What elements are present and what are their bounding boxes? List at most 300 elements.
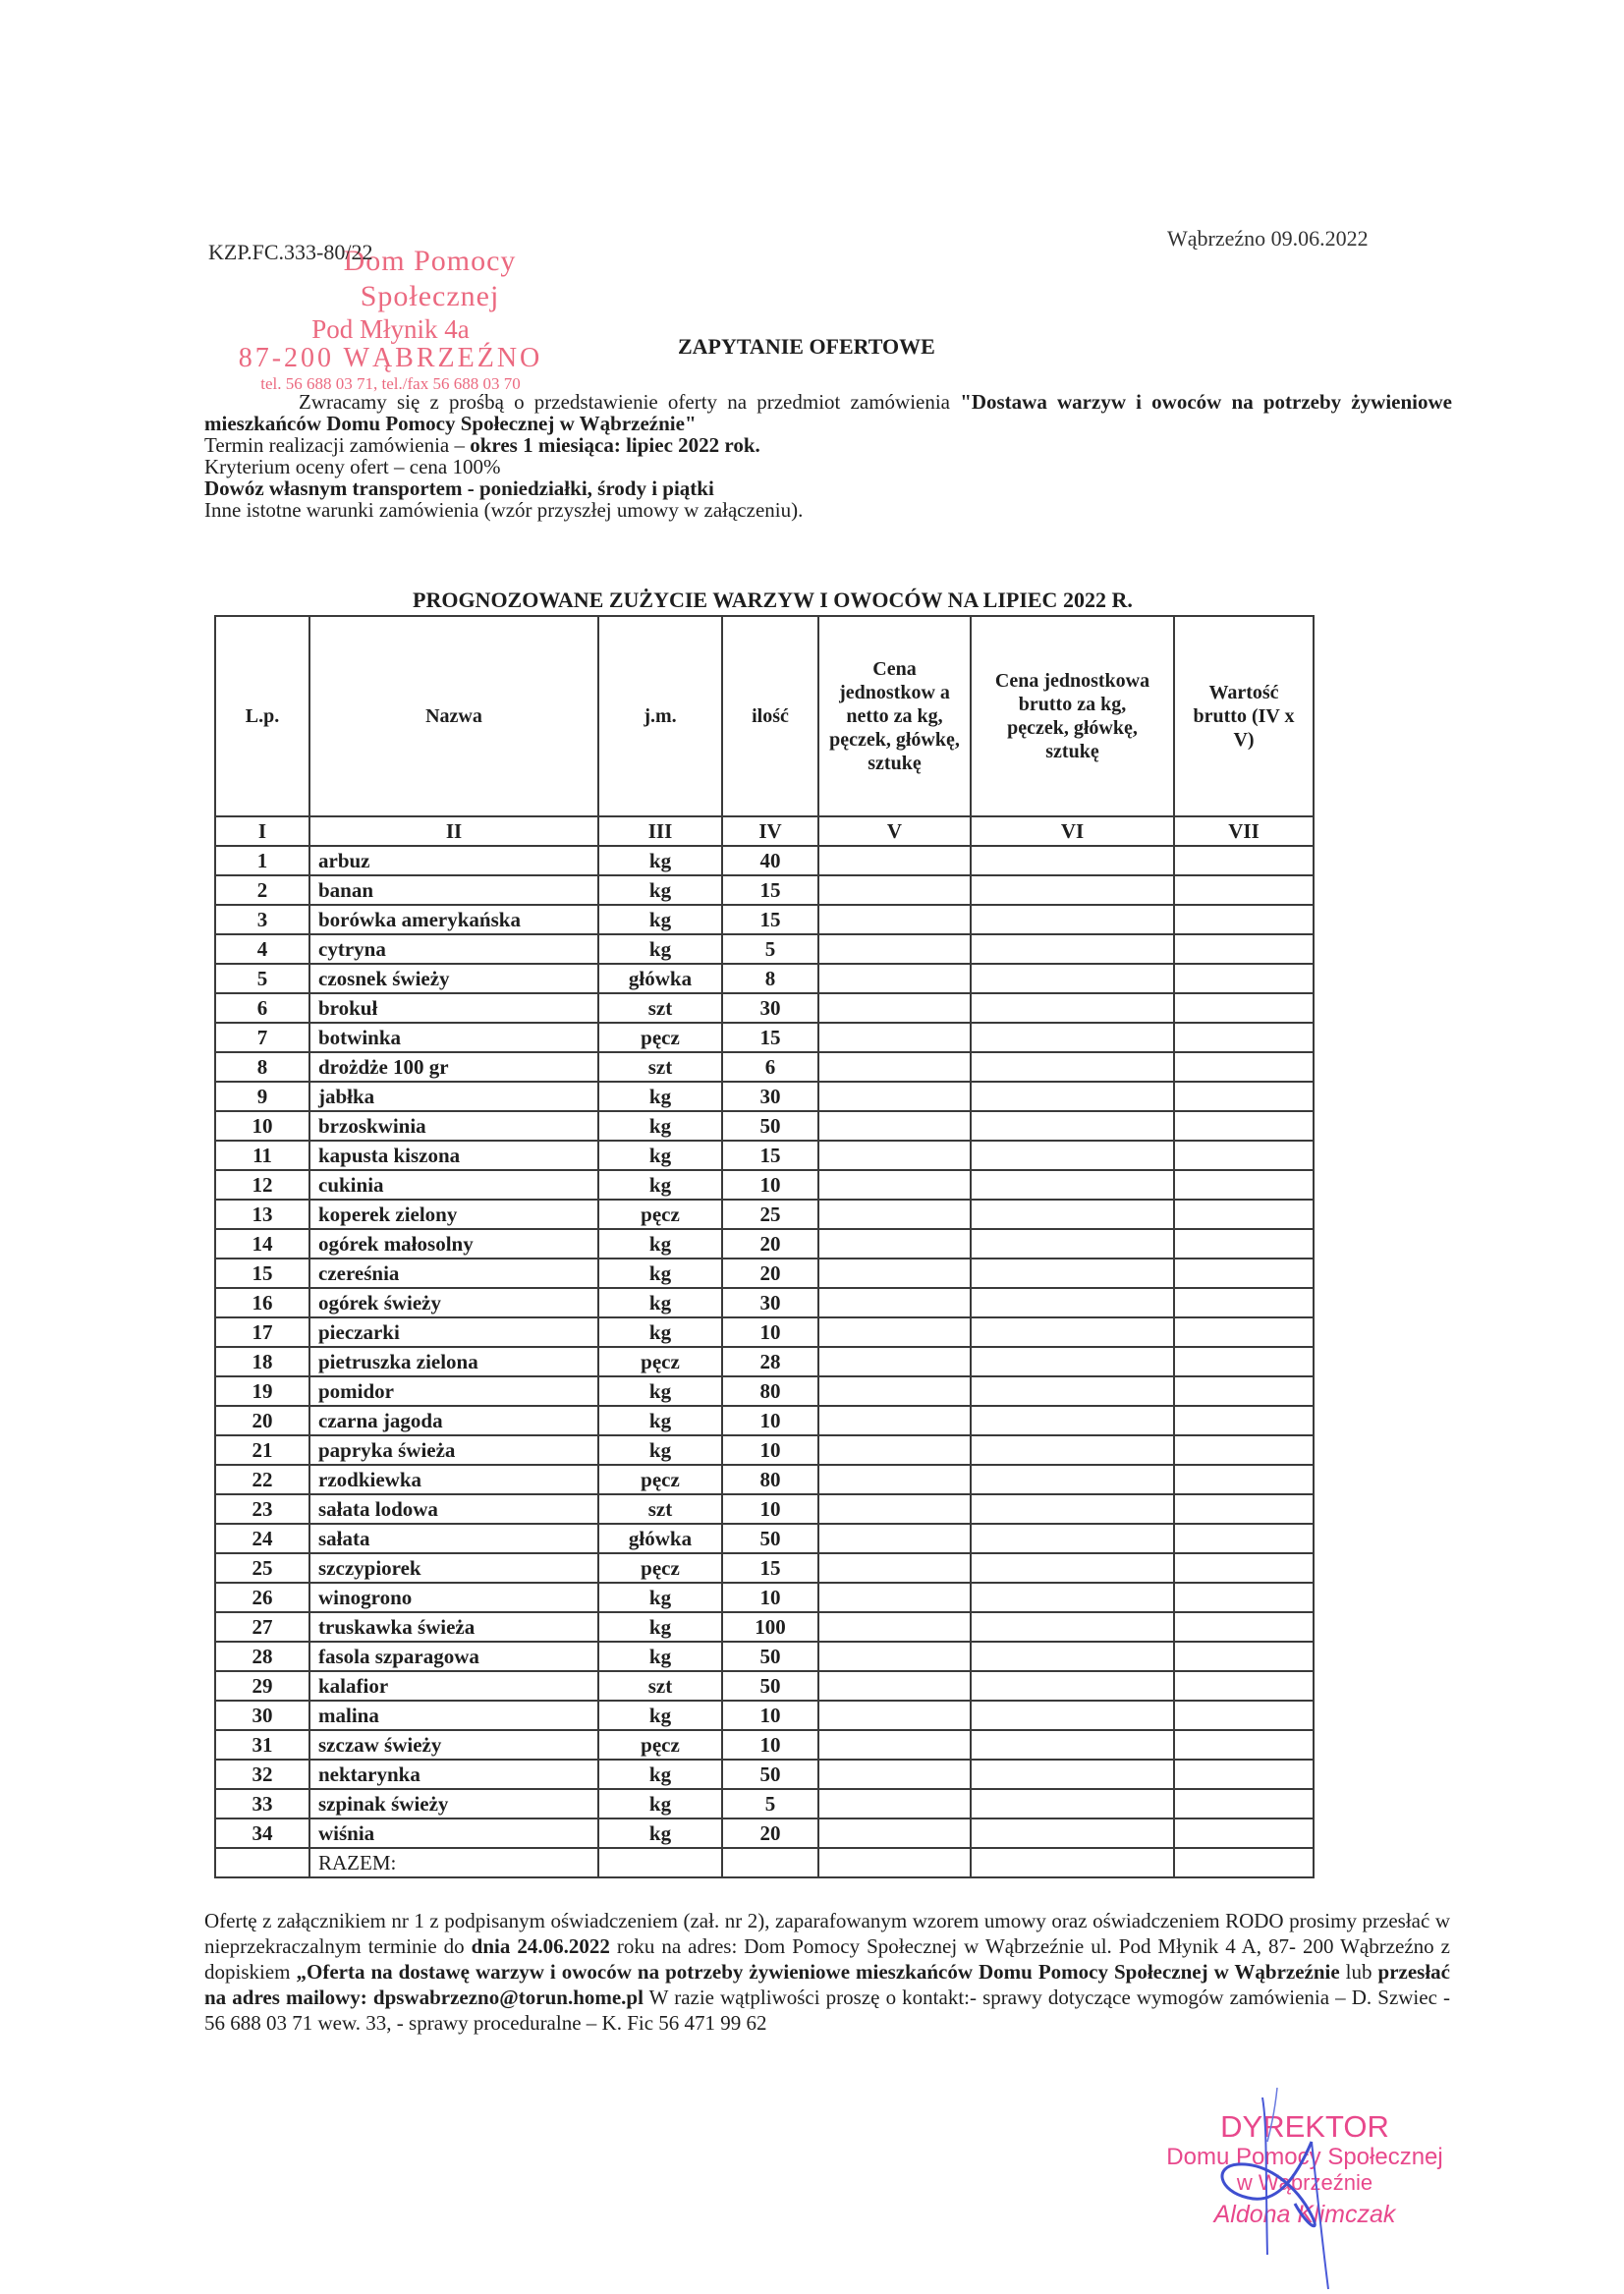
- row-lp: 26: [215, 1583, 309, 1612]
- row-gross-price: [971, 1818, 1174, 1848]
- table-row: [215, 1553, 1314, 1583]
- row-name: papryka świeża: [309, 1435, 598, 1465]
- row-gross-price: [971, 1052, 1174, 1082]
- row-name: ogórek małosolny: [309, 1229, 598, 1259]
- row-name: cukinia: [309, 1170, 598, 1200]
- row-gross-value: [1174, 1818, 1314, 1848]
- table-row: [215, 1376, 1314, 1406]
- row-qty: 28: [722, 1347, 818, 1376]
- row-lp: 20: [215, 1406, 309, 1435]
- row-lp: 19: [215, 1376, 309, 1406]
- row-qty: 30: [722, 1288, 818, 1317]
- row-gross-value: [1174, 1524, 1314, 1553]
- row-lp: 2: [215, 875, 309, 905]
- table-row: [215, 1524, 1314, 1553]
- row-net-price: [818, 1583, 971, 1612]
- table-row: [215, 1229, 1314, 1259]
- row-net-price: [818, 1671, 971, 1701]
- row-net-price: [818, 1288, 971, 1317]
- row-lp: 25: [215, 1553, 309, 1583]
- row-gross-value: [1174, 846, 1314, 875]
- row-qty: 10: [722, 1435, 818, 1465]
- row-name: koperek zielony: [309, 1200, 598, 1229]
- row-qty: 10: [722, 1494, 818, 1524]
- row-qty: 10: [722, 1406, 818, 1435]
- row-gross-value: [1174, 905, 1314, 934]
- row-unit: pęcz: [598, 1465, 722, 1494]
- row-qty: 50: [722, 1111, 818, 1141]
- row-unit: kg: [598, 1170, 722, 1200]
- row-gross-value: [1174, 1642, 1314, 1671]
- table-row: [215, 1259, 1314, 1288]
- document-title: ZAPYTANIE OFERTOWE: [678, 334, 935, 359]
- row-name: winogrono: [309, 1583, 598, 1612]
- row-gross-value: [1174, 1494, 1314, 1524]
- table-row: [215, 1317, 1314, 1347]
- director-name: Aldona Klimczak: [1213, 2201, 1396, 2228]
- row-name: nektarynka: [309, 1760, 598, 1789]
- row-name: truskawka świeża: [309, 1612, 598, 1642]
- director-institution: Domu Pomocy Społecznej: [1166, 2144, 1443, 2170]
- row-gross-value: [1174, 1111, 1314, 1141]
- row-net-price: [818, 1642, 971, 1671]
- row-gross-price: [971, 1023, 1174, 1052]
- stamp-line-4: tel. 56 688 03 71, tel./fax 56 688 03 70: [260, 374, 521, 393]
- row-gross-value: [1174, 1259, 1314, 1288]
- row-lp: 1: [215, 846, 309, 875]
- row-gross-value: [1174, 1789, 1314, 1818]
- row-name: szpinak świeży: [309, 1789, 598, 1818]
- row-net-price: [818, 1111, 971, 1141]
- table-row: [215, 1111, 1314, 1141]
- row-unit: kg: [598, 934, 722, 964]
- forecast-table: [214, 615, 1315, 1878]
- row-unit: kg: [598, 1818, 722, 1848]
- stamp-line-3: 87-200 WĄBRZEŹNO: [238, 343, 543, 373]
- row-unit: kg: [598, 1082, 722, 1111]
- row-unit: kg: [598, 1111, 722, 1141]
- row-lp: 9: [215, 1082, 309, 1111]
- row-gross-value: [1174, 1170, 1314, 1200]
- table-row: [215, 1465, 1314, 1494]
- row-net-price: [818, 993, 971, 1023]
- row-net-price: [818, 1259, 971, 1288]
- table-row: [215, 1435, 1314, 1465]
- total-lp: [215, 1848, 309, 1877]
- row-qty: 6: [722, 1052, 818, 1082]
- row-unit: kg: [598, 1583, 722, 1612]
- table-row: [215, 905, 1314, 934]
- row-gross-price: [971, 1789, 1174, 1818]
- row-name: pietruszka zielona: [309, 1347, 598, 1376]
- row-name: arbuz: [309, 846, 598, 875]
- footer-text-4: W razie wątpliwości proszę o kontakt:- sprawy dotyczące wymogów zamówienia – D. Szwiec - 56 688 03 71 wew. 33, - sprawy proceduralne – K. Fic 56 471 99 62: [204, 1986, 1450, 2035]
- row-gross-price: [971, 1435, 1174, 1465]
- row-gross-price: [971, 1259, 1174, 1288]
- intro-p4-delivery: Dowóz własnym transportem - poniedziałki, środy i piątki: [204, 476, 714, 500]
- row-net-price: [818, 1317, 971, 1347]
- row-lp: 12: [215, 1170, 309, 1200]
- row-net-price: [818, 846, 971, 875]
- row-qty: 30: [722, 1082, 818, 1111]
- row-lp: 18: [215, 1347, 309, 1376]
- header-gross-price: Cena jednostkowa brutto za kg, pęczek, główkę, sztukę: [971, 616, 1174, 816]
- footer-annotation: „Oferta na dostawę warzyw i owoców na potrzeby żywieniowe mieszkańców Domu Pomocy Społecznej w Wąbrzeźnie: [296, 1960, 1340, 1984]
- row-unit: kg: [598, 1642, 722, 1671]
- row-qty: 80: [722, 1376, 818, 1406]
- row-net-price: [818, 1818, 971, 1848]
- row-net-price: [818, 1730, 971, 1760]
- row-gross-price: [971, 1553, 1174, 1583]
- row-unit: kg: [598, 905, 722, 934]
- row-qty: 40: [722, 846, 818, 875]
- roman-1: I: [215, 816, 309, 846]
- row-lp: 23: [215, 1494, 309, 1524]
- header-qty: ilość: [722, 616, 818, 816]
- row-gross-price: [971, 1141, 1174, 1170]
- row-gross-value: [1174, 1760, 1314, 1789]
- row-qty: 15: [722, 875, 818, 905]
- row-qty: 50: [722, 1760, 818, 1789]
- row-lp: 22: [215, 1465, 309, 1494]
- row-name: sałata: [309, 1524, 598, 1553]
- table-row: [215, 1170, 1314, 1200]
- intro-p1-subject: "Dostawa warzyw i owoców na potrzeby żywieniowe mieszkańców Domu Pomocy Społecznej w Wąbrzeźnie": [204, 390, 1452, 435]
- table-row: [215, 875, 1314, 905]
- footer-email: przesłać na adres mailowy: dpswabrzezno@torun.home.pl: [204, 1960, 1450, 2009]
- row-net-price: [818, 1524, 971, 1553]
- row-unit: kg: [598, 1317, 722, 1347]
- total-gross-price: [971, 1848, 1174, 1877]
- row-gross-price: [971, 1583, 1174, 1612]
- row-unit: szt: [598, 1052, 722, 1082]
- row-gross-price: [971, 1494, 1174, 1524]
- row-gross-price: [971, 1200, 1174, 1229]
- row-lp: 34: [215, 1818, 309, 1848]
- row-unit: szt: [598, 993, 722, 1023]
- roman-7: VII: [1174, 816, 1314, 846]
- table-row: [215, 1200, 1314, 1229]
- intro-paragraph-2: [204, 434, 1452, 456]
- row-qty: 50: [722, 1524, 818, 1553]
- row-gross-value: [1174, 1730, 1314, 1760]
- row-gross-price: [971, 1701, 1174, 1730]
- row-qty: 30: [722, 993, 818, 1023]
- footer-deadline: dnia 24.06.2022: [471, 1934, 610, 1958]
- row-name: brzoskwinia: [309, 1111, 598, 1141]
- intro-paragraph-1: [204, 391, 1452, 434]
- row-net-price: [818, 1023, 971, 1052]
- row-qty: 25: [722, 1200, 818, 1229]
- row-unit: kg: [598, 1612, 722, 1642]
- table-header-row: [215, 616, 1314, 816]
- header-unit: j.m.: [598, 616, 722, 816]
- table-row: [215, 1406, 1314, 1435]
- row-qty: 80: [722, 1465, 818, 1494]
- director-location: w Wąbrzeźnie: [1236, 2170, 1373, 2195]
- row-gross-price: [971, 905, 1174, 934]
- row-net-price: [818, 964, 971, 993]
- row-qty: 50: [722, 1642, 818, 1671]
- row-name: czereśnia: [309, 1259, 598, 1288]
- row-net-price: [818, 1760, 971, 1789]
- row-lp: 27: [215, 1612, 309, 1642]
- roman-6: VI: [971, 816, 1174, 846]
- row-gross-price: [971, 934, 1174, 964]
- table-row: [215, 1288, 1314, 1317]
- table-row: [215, 993, 1314, 1023]
- row-lp: 5: [215, 964, 309, 993]
- row-gross-price: [971, 1347, 1174, 1376]
- table-row: [215, 1583, 1314, 1612]
- table-row: [215, 1141, 1314, 1170]
- footer-text-2: roku na adres: Dom Pomocy Społecznej w Wąbrzeźnie ul. Pod Młynik 4 A, 87- 200 Wąbrzeźno z dopiskiem: [204, 1934, 1450, 1984]
- header-lp: L.p.: [215, 616, 309, 816]
- row-qty: 20: [722, 1818, 818, 1848]
- row-lp: 16: [215, 1288, 309, 1317]
- row-gross-value: [1174, 1347, 1314, 1376]
- reference-number: KZP.FC.333-80/22: [208, 240, 373, 264]
- row-unit: kg: [598, 1435, 722, 1465]
- row-lp: 33: [215, 1789, 309, 1818]
- table-row: [215, 1494, 1314, 1524]
- row-gross-price: [971, 1229, 1174, 1259]
- row-net-price: [818, 1494, 971, 1524]
- row-name: ogórek świeży: [309, 1288, 598, 1317]
- row-qty: 15: [722, 1141, 818, 1170]
- total-qty: [722, 1848, 818, 1877]
- row-net-price: [818, 1465, 971, 1494]
- row-net-price: [818, 1435, 971, 1465]
- row-gross-price: [971, 1524, 1174, 1553]
- row-gross-price: [971, 1376, 1174, 1406]
- row-unit: kg: [598, 1288, 722, 1317]
- row-unit: szt: [598, 1671, 722, 1701]
- row-qty: 10: [722, 1701, 818, 1730]
- row-net-price: [818, 875, 971, 905]
- total-net-price: [818, 1848, 971, 1877]
- row-qty: 20: [722, 1229, 818, 1259]
- table-row: [215, 1347, 1314, 1376]
- stamp-line-2: Pod Młynik 4a: [311, 314, 470, 344]
- row-qty: 5: [722, 1789, 818, 1818]
- table-row: [215, 934, 1314, 964]
- row-unit: kg: [598, 875, 722, 905]
- table-row: [215, 1730, 1314, 1760]
- row-name: kalafior: [309, 1671, 598, 1701]
- row-name: malina: [309, 1701, 598, 1730]
- header-gross-value: Wartość brutto (IV x V): [1174, 616, 1314, 816]
- row-unit: kg: [598, 1259, 722, 1288]
- row-qty: 100: [722, 1612, 818, 1642]
- row-net-price: [818, 1082, 971, 1111]
- row-unit: kg: [598, 1760, 722, 1789]
- row-name: brokuł: [309, 993, 598, 1023]
- intro-paragraph-5: Inne istotne warunki zamówienia (wzór przyszłej umowy w załączeniu).: [204, 498, 804, 522]
- row-gross-price: [971, 964, 1174, 993]
- intro-section: [204, 391, 1452, 521]
- director-title: DYREKTOR: [1220, 2109, 1389, 2144]
- row-net-price: [818, 1406, 971, 1435]
- row-qty: 10: [722, 1170, 818, 1200]
- row-gross-price: [971, 1730, 1174, 1760]
- row-net-price: [818, 1229, 971, 1259]
- roman-4: IV: [722, 816, 818, 846]
- row-lp: 13: [215, 1200, 309, 1229]
- row-name: szczypiorek: [309, 1553, 598, 1583]
- row-name: sałata lodowa: [309, 1494, 598, 1524]
- roman-3: III: [598, 816, 722, 846]
- row-qty: 10: [722, 1730, 818, 1760]
- row-gross-value: [1174, 1229, 1314, 1259]
- row-qty: 20: [722, 1259, 818, 1288]
- row-name: borówka amerykańska: [309, 905, 598, 934]
- table-row: [215, 1760, 1314, 1789]
- intro-p2-text: Termin realizacji zamówienia –: [204, 433, 471, 457]
- row-unit: kg: [598, 1376, 722, 1406]
- row-gross-price: [971, 1612, 1174, 1642]
- row-qty: 10: [722, 1583, 818, 1612]
- row-gross-value: [1174, 993, 1314, 1023]
- row-unit: pęcz: [598, 1553, 722, 1583]
- row-gross-value: [1174, 1023, 1314, 1052]
- row-gross-price: [971, 993, 1174, 1023]
- row-net-price: [818, 1170, 971, 1200]
- row-net-price: [818, 1789, 971, 1818]
- intro-p2-term: okres 1 miesiąca: lipiec 2022 rok.: [470, 433, 760, 457]
- row-name: czarna jagoda: [309, 1406, 598, 1435]
- table-row: [215, 1671, 1314, 1701]
- table-row: [215, 1052, 1314, 1082]
- stamp-line-1: Dom Pomocy Społecznej: [343, 245, 517, 312]
- row-lp: 32: [215, 1760, 309, 1789]
- row-net-price: [818, 1701, 971, 1730]
- table-body: [215, 846, 1314, 1848]
- row-name: jabłka: [309, 1082, 598, 1111]
- row-gross-value: [1174, 934, 1314, 964]
- row-lp: 3: [215, 905, 309, 934]
- row-unit: główka: [598, 1524, 722, 1553]
- row-lp: 17: [215, 1317, 309, 1347]
- row-gross-price: [971, 846, 1174, 875]
- row-name: rzodkiewka: [309, 1465, 598, 1494]
- row-name: szczaw świeży: [309, 1730, 598, 1760]
- roman-5: V: [818, 816, 971, 846]
- row-name: banan: [309, 875, 598, 905]
- row-name: pieczarki: [309, 1317, 598, 1347]
- row-qty: 10: [722, 1317, 818, 1347]
- row-gross-price: [971, 1671, 1174, 1701]
- header-net-price: Cena jednostkow a netto za kg, pęczek, główkę, sztukę: [818, 616, 971, 816]
- row-gross-price: [971, 1111, 1174, 1141]
- submission-instructions: [204, 1908, 1450, 2036]
- row-lp: 14: [215, 1229, 309, 1259]
- row-lp: 31: [215, 1730, 309, 1760]
- row-lp: 7: [215, 1023, 309, 1052]
- intro-paragraph-4: [204, 477, 1452, 499]
- row-name: botwinka: [309, 1023, 598, 1052]
- row-unit: pęcz: [598, 1347, 722, 1376]
- row-name: drożdże 100 gr: [309, 1052, 598, 1082]
- row-gross-price: [971, 1406, 1174, 1435]
- row-lp: 30: [215, 1701, 309, 1730]
- row-net-price: [818, 1141, 971, 1170]
- row-gross-price: [971, 1082, 1174, 1111]
- row-lp: 8: [215, 1052, 309, 1082]
- row-lp: 6: [215, 993, 309, 1023]
- table-row: [215, 846, 1314, 875]
- row-unit: pęcz: [598, 1023, 722, 1052]
- row-qty: 8: [722, 964, 818, 993]
- row-gross-value: [1174, 1406, 1314, 1435]
- row-lp: 24: [215, 1524, 309, 1553]
- row-gross-value: [1174, 1465, 1314, 1494]
- row-name: fasola szparagowa: [309, 1642, 598, 1671]
- row-qty: 15: [722, 905, 818, 934]
- row-gross-value: [1174, 1583, 1314, 1612]
- row-gross-value: [1174, 1052, 1314, 1082]
- row-name: cytryna: [309, 934, 598, 964]
- row-gross-price: [971, 1465, 1174, 1494]
- row-net-price: [818, 1052, 971, 1082]
- row-net-price: [818, 1612, 971, 1642]
- row-net-price: [818, 1347, 971, 1376]
- intro-p1-text: Zwracamy się z prośbą o przedstawienie oferty na przedmiot zamówienia: [299, 390, 961, 414]
- row-unit: szt: [598, 1494, 722, 1524]
- header-name: Nazwa: [309, 616, 598, 816]
- row-gross-value: [1174, 1288, 1314, 1317]
- row-net-price: [818, 934, 971, 964]
- row-gross-value: [1174, 1141, 1314, 1170]
- row-gross-value: [1174, 1317, 1314, 1347]
- table-row: [215, 964, 1314, 993]
- row-gross-value: [1174, 1082, 1314, 1111]
- row-gross-price: [971, 1642, 1174, 1671]
- row-net-price: [818, 1200, 971, 1229]
- total-row: [215, 1848, 1314, 1877]
- row-gross-value: [1174, 1701, 1314, 1730]
- row-gross-price: [971, 1288, 1174, 1317]
- row-gross-value: [1174, 1671, 1314, 1701]
- table-row: [215, 1818, 1314, 1848]
- footer-text-3: lub: [1339, 1960, 1378, 1984]
- row-gross-value: [1174, 1612, 1314, 1642]
- row-lp: 15: [215, 1259, 309, 1288]
- row-gross-value: [1174, 875, 1314, 905]
- roman-2: II: [309, 816, 598, 846]
- table-row: [215, 1612, 1314, 1642]
- row-name: czosnek świeży: [309, 964, 598, 993]
- row-unit: kg: [598, 1701, 722, 1730]
- footer-text-1: Ofertę z załącznikiem nr 1 z podpisanym oświadczeniem (zał. nr 2), zaparafowanym wzorem umowy oraz oświadczeniem RODO prosimy przesłać w nieprzekraczalnym terminie do: [204, 1909, 1450, 1958]
- table-row: [215, 1789, 1314, 1818]
- total-label: RAZEM:: [309, 1848, 598, 1877]
- row-gross-value: [1174, 1200, 1314, 1229]
- row-gross-value: [1174, 1435, 1314, 1465]
- row-lp: 11: [215, 1141, 309, 1170]
- row-unit: główka: [598, 964, 722, 993]
- total-unit: [598, 1848, 722, 1877]
- row-lp: 4: [215, 934, 309, 964]
- row-unit: kg: [598, 1141, 722, 1170]
- row-unit: kg: [598, 846, 722, 875]
- table-row: [215, 1023, 1314, 1052]
- row-name: kapusta kiszona: [309, 1141, 598, 1170]
- place-date: Wąbrzeźno 09.06.2022: [1167, 226, 1369, 251]
- row-unit: kg: [598, 1406, 722, 1435]
- row-unit: kg: [598, 1789, 722, 1818]
- row-name: pomidor: [309, 1376, 598, 1406]
